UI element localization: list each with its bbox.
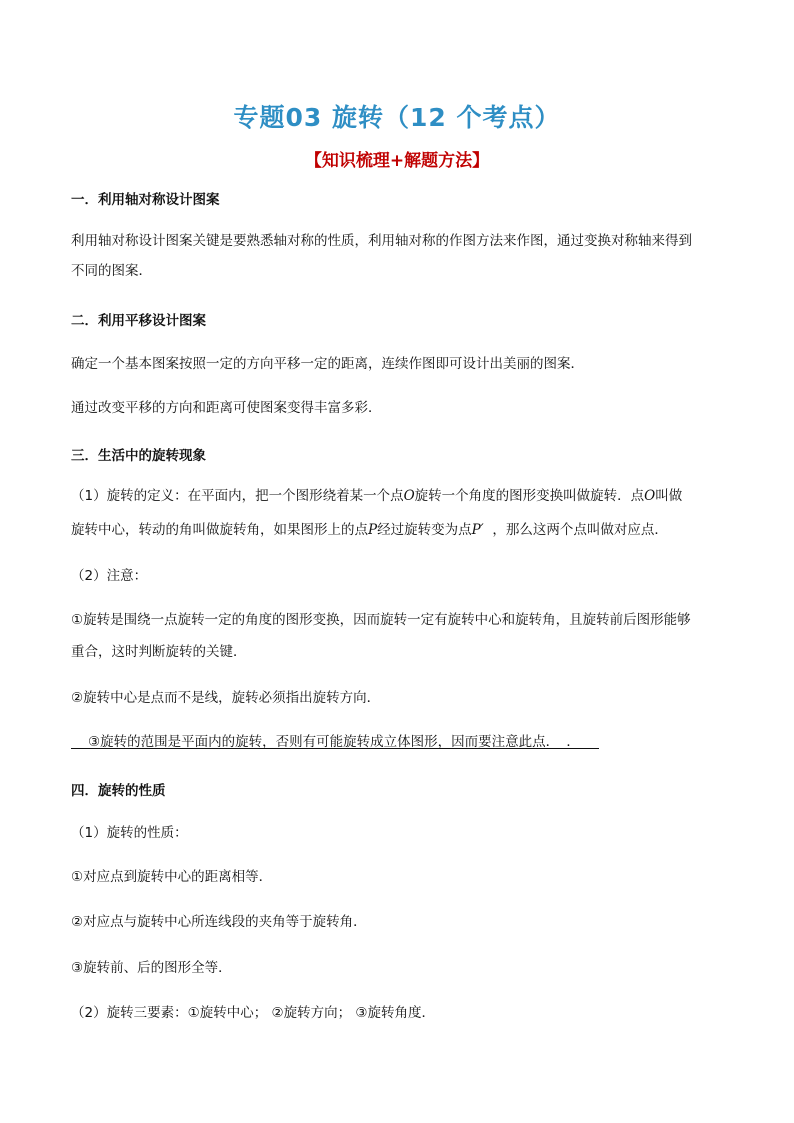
section-1-para-line1: 利用轴对称设计图案关键是要熟悉轴对称的性质，利用轴对称的作图方法来作图，通过变换对称轴来得到 — [71, 233, 692, 249]
note-1-line1: ①旋转是围绕一点旋转一定的角度的图形变换，因而旋转一定有旋转中心和旋转角，且旋转前后图形能够 — [71, 612, 691, 628]
variable-o: O — [403, 488, 415, 504]
section-1-para-line2: 不同的图案． — [71, 263, 152, 279]
note-1-line2: 重合，这时判断旋转的关键． — [71, 644, 247, 660]
definition-line2-c: ，那么这两个点叫做对应点． — [492, 522, 668, 538]
properties-label: （1）旋转的性质： — [71, 825, 188, 841]
definition-line2-b: 经过旋转变为点 — [377, 522, 472, 538]
note-label: （2）注意： — [71, 568, 148, 584]
rotation-definition-line1 — [71, 486, 731, 506]
note-3 — [71, 732, 731, 752]
variable-p: P — [368, 522, 378, 538]
variable-p-prime: P′ — [471, 522, 484, 538]
section-2-para-2: 通过改变平移的方向和距离可使图案变得丰富多彩． — [71, 400, 382, 416]
section-3-heading: 三．生活中的旋转现象 — [71, 448, 206, 464]
variable-o-2: O — [644, 488, 656, 504]
page-subtitle: 【知识梳理+解题方法】 — [304, 151, 490, 171]
property-3: ③旋转前、后的图形全等． — [71, 960, 232, 976]
note-2: ②旋转中心是点而不是线，旋转必须指出旋转方向． — [71, 690, 381, 706]
property-1: ①对应点到旋转中心的距离相等． — [71, 869, 273, 885]
note-3-text: ③旋转的范围是平面内的旋转，否则有可能旋转成立体图形，因而要注意此点． — [88, 734, 553, 750]
page-title: 专题03 旋转（12 个考点） — [233, 103, 561, 132]
definition-text-a: （1）旋转的定义：在平面内，把一个图形绕着某一个点 — [71, 488, 404, 504]
section-2-para-1: 确定一个基本图案按照一定的方向平移一定的距离，连续作图即可设计出美丽的图案． — [71, 356, 584, 372]
rotation-definition-line2 — [71, 520, 731, 540]
definition-line2-a: 旋转中心，转动的角叫做旋转角，如果图形上的点 — [71, 522, 368, 538]
section-2-heading: 二．利用平移设计图案 — [71, 313, 206, 329]
note-3-end: ． — [566, 734, 580, 750]
definition-text-c: 叫做 — [655, 488, 683, 504]
section-1-heading: 一．利用轴对称设计图案 — [71, 192, 220, 208]
property-2: ②对应点与旋转中心所连线段的夹角等于旋转角． — [71, 914, 367, 930]
rotation-three-elements: （2）旋转三要素：①旋转中心； ②旋转方向； ③旋转角度． — [71, 1005, 435, 1021]
definition-text-b: 旋转一个角度的图形变换叫做旋转．点 — [414, 488, 645, 504]
note-3-underline — [71, 748, 599, 749]
section-4-heading: 四．旋转的性质 — [71, 783, 166, 799]
